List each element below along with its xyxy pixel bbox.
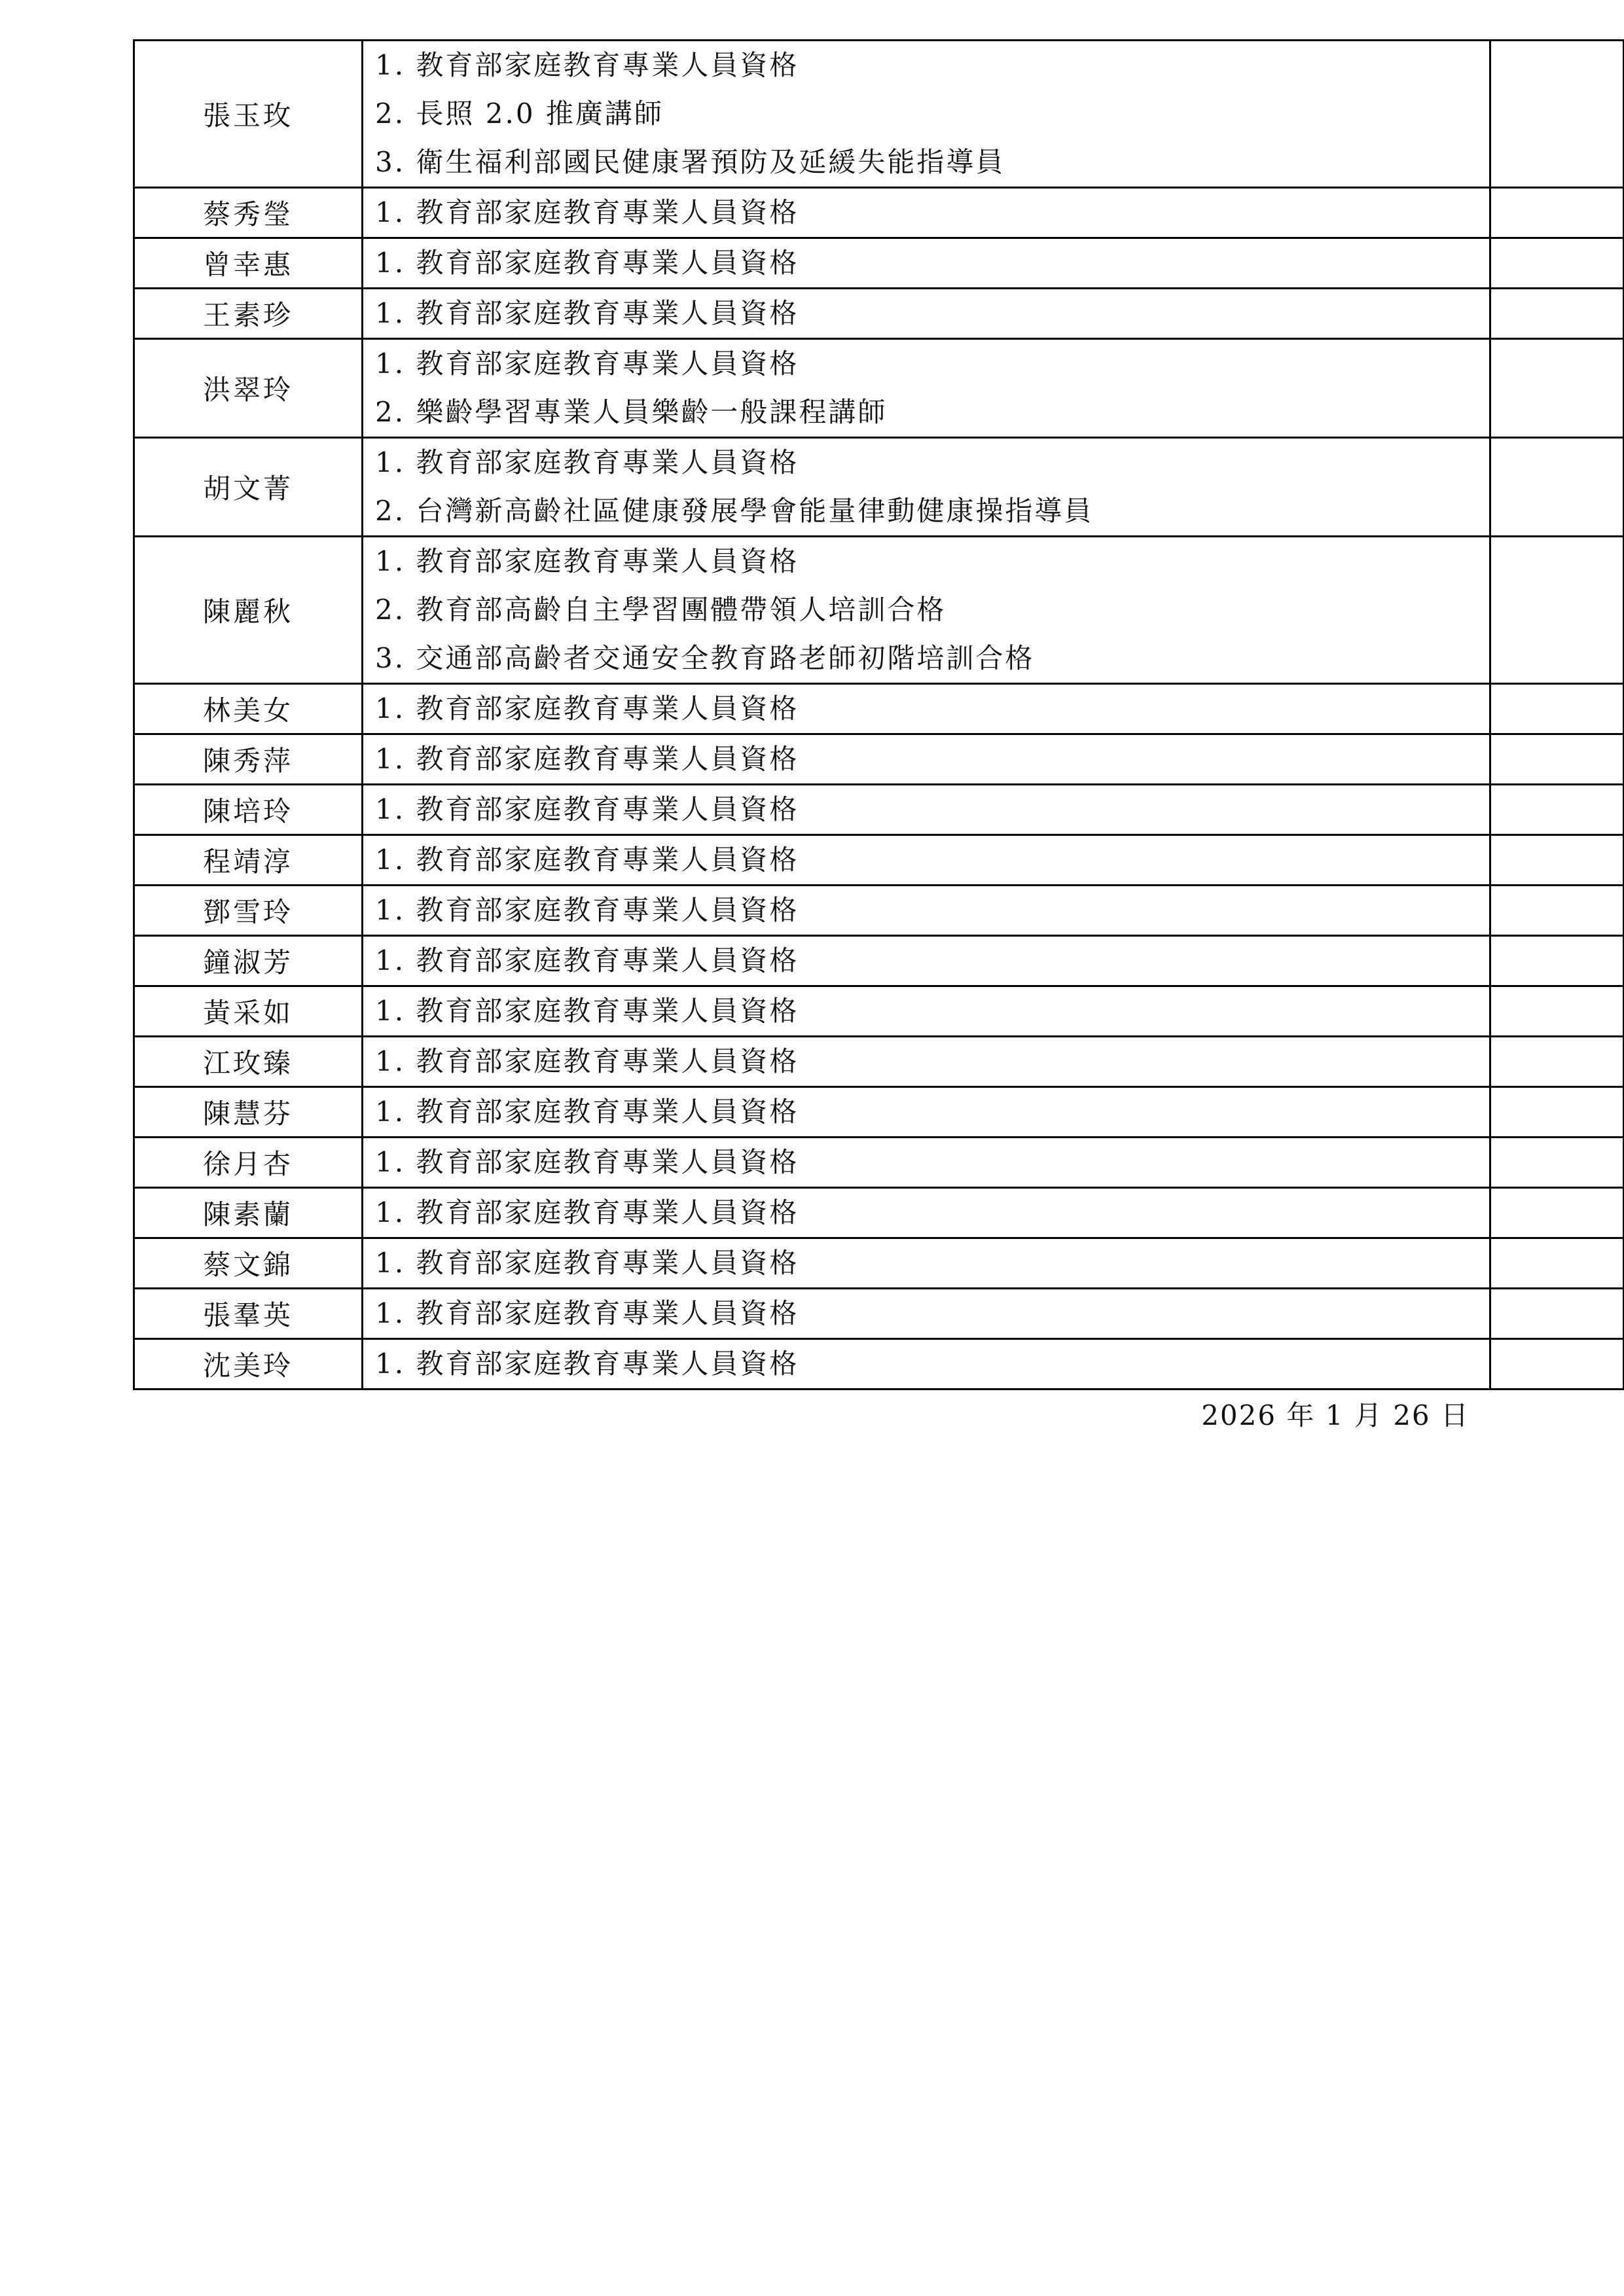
remarks-cell bbox=[1490, 835, 1624, 886]
person-name: 陳培玲 bbox=[134, 785, 363, 835]
table-row bbox=[134, 1339, 1624, 1390]
person-name: 沈美玲 bbox=[134, 1339, 363, 1390]
qualification-cell bbox=[363, 785, 1490, 835]
remarks-cell bbox=[1490, 188, 1624, 238]
person-name: 張玉玫 bbox=[134, 41, 363, 188]
remarks-cell bbox=[1490, 537, 1624, 684]
qualification-item: 2. 教育部高齡自主學習團體帶領人培訓合格 bbox=[375, 594, 947, 626]
remarks-cell bbox=[1490, 438, 1624, 537]
qualification-cell bbox=[363, 1188, 1490, 1238]
table-row bbox=[134, 1188, 1624, 1238]
remarks-cell bbox=[1490, 41, 1624, 188]
table-row bbox=[134, 1037, 1624, 1087]
person-name: 程靖淳 bbox=[134, 835, 363, 886]
qualification-item: 1. 教育部家庭教育專業人員資格 bbox=[375, 894, 799, 926]
remarks-cell bbox=[1490, 734, 1624, 785]
person-name: 王素珍 bbox=[134, 289, 363, 339]
qualification-item: 3. 交通部高齡者交通安全教育路老師初階培訓合格 bbox=[375, 642, 1035, 674]
person-name: 江玫臻 bbox=[134, 1037, 363, 1087]
remarks-cell bbox=[1490, 1238, 1624, 1289]
qualification-table-body bbox=[134, 41, 1624, 1390]
remarks-cell bbox=[1490, 1289, 1624, 1339]
qualification-cell bbox=[363, 1339, 1490, 1390]
qualification-item: 1. 教育部家庭教育專業人員資格 bbox=[375, 743, 799, 775]
person-name: 黃采如 bbox=[134, 986, 363, 1037]
qualification-cell bbox=[363, 438, 1490, 537]
remarks-cell bbox=[1490, 785, 1624, 835]
qualification-item: 1. 教育部家庭教育專業人員資格 bbox=[375, 348, 799, 380]
qualification-cell bbox=[363, 835, 1490, 886]
qualification-table bbox=[133, 39, 1624, 1390]
table-row bbox=[134, 785, 1624, 835]
person-name: 徐月杏 bbox=[134, 1138, 363, 1188]
table-row bbox=[134, 734, 1624, 785]
qualification-item: 1. 教育部家庭教育專業人員資格 bbox=[375, 247, 799, 279]
qualification-item: 1. 教育部家庭教育專業人員資格 bbox=[375, 1096, 799, 1128]
remarks-cell bbox=[1490, 1339, 1624, 1390]
qualification-cell bbox=[363, 1238, 1490, 1289]
qualification-item: 1. 教育部家庭教育專業人員資格 bbox=[375, 944, 799, 977]
table-row bbox=[134, 41, 1624, 188]
table-row bbox=[134, 886, 1624, 936]
person-name: 陳秀萍 bbox=[134, 734, 363, 785]
table-row bbox=[134, 339, 1624, 438]
qualification-cell bbox=[363, 537, 1490, 684]
qualification-cell bbox=[363, 1037, 1490, 1087]
qualification-item: 1. 教育部家庭教育專業人員資格 bbox=[375, 49, 799, 81]
qualification-cell bbox=[363, 986, 1490, 1037]
qualification-cell bbox=[363, 936, 1490, 986]
remarks-cell bbox=[1490, 1188, 1624, 1238]
qualification-cell bbox=[363, 289, 1490, 339]
table-row bbox=[134, 936, 1624, 986]
table-row bbox=[134, 986, 1624, 1037]
qualification-cell bbox=[363, 734, 1490, 785]
remarks-cell bbox=[1490, 238, 1624, 289]
qualification-item: 1. 教育部家庭教育專業人員資格 bbox=[375, 692, 799, 725]
qualification-cell bbox=[363, 1289, 1490, 1339]
person-name: 蔡文錦 bbox=[134, 1238, 363, 1289]
table-row bbox=[134, 1238, 1624, 1289]
qualification-item: 2. 長照 2.0 推廣講師 bbox=[375, 98, 664, 130]
qualification-item: 1. 教育部家庭教育專業人員資格 bbox=[375, 196, 799, 228]
qualification-item: 1. 教育部家庭教育專業人員資格 bbox=[375, 995, 799, 1027]
remarks-cell bbox=[1490, 1138, 1624, 1188]
qualification-item: 1. 教育部家庭教育專業人員資格 bbox=[375, 1348, 799, 1380]
table-row bbox=[134, 1138, 1624, 1188]
table-row bbox=[134, 238, 1624, 289]
person-name: 陳素蘭 bbox=[134, 1188, 363, 1238]
person-name: 胡文菁 bbox=[134, 438, 363, 537]
document-date: 2026 年 1 月 26 日 bbox=[1201, 1399, 1470, 1431]
person-name: 陳麗秋 bbox=[134, 537, 363, 684]
person-name: 蔡秀瑩 bbox=[134, 188, 363, 238]
qualification-item: 3. 衛生福利部國民健康署預防及延緩失能指導員 bbox=[375, 146, 1005, 178]
table-row bbox=[134, 684, 1624, 734]
remarks-cell bbox=[1490, 936, 1624, 986]
table-row bbox=[134, 537, 1624, 684]
remarks-cell bbox=[1490, 886, 1624, 936]
qualification-cell bbox=[363, 188, 1490, 238]
qualification-item: 2. 樂齡學習專業人員樂齡一般課程講師 bbox=[375, 396, 888, 428]
table-row bbox=[134, 1087, 1624, 1138]
person-name: 張羣英 bbox=[134, 1289, 363, 1339]
qualification-cell bbox=[363, 41, 1490, 188]
qualification-cell bbox=[363, 238, 1490, 289]
person-name: 林美女 bbox=[134, 684, 363, 734]
qualification-cell bbox=[363, 886, 1490, 936]
qualification-item: 1. 教育部家庭教育專業人員資格 bbox=[375, 1196, 799, 1229]
qualification-cell bbox=[363, 1138, 1490, 1188]
person-name: 洪翠玲 bbox=[134, 339, 363, 438]
qualification-item: 1. 教育部家庭教育專業人員資格 bbox=[375, 793, 799, 825]
remarks-cell bbox=[1490, 986, 1624, 1037]
qualification-cell bbox=[363, 684, 1490, 734]
table-row bbox=[134, 835, 1624, 886]
person-name: 鐘淑芳 bbox=[134, 936, 363, 986]
remarks-cell bbox=[1490, 1037, 1624, 1087]
remarks-cell bbox=[1490, 1087, 1624, 1138]
qualification-cell bbox=[363, 1087, 1490, 1138]
qualification-item: 1. 教育部家庭教育專業人員資格 bbox=[375, 1247, 799, 1279]
qualification-item: 2. 台灣新高齡社區健康發展學會能量律動健康操指導員 bbox=[375, 495, 1094, 527]
person-name: 曾幸惠 bbox=[134, 238, 363, 289]
qualification-item: 1. 教育部家庭教育專業人員資格 bbox=[375, 1297, 799, 1329]
table-row bbox=[134, 438, 1624, 537]
qualification-item: 1. 教育部家庭教育專業人員資格 bbox=[375, 1146, 799, 1178]
qualification-item: 1. 教育部家庭教育專業人員資格 bbox=[375, 844, 799, 876]
qualification-item: 1. 教育部家庭教育專業人員資格 bbox=[375, 1045, 799, 1077]
remarks-cell bbox=[1490, 339, 1624, 438]
remarks-cell bbox=[1490, 289, 1624, 339]
table-row bbox=[134, 188, 1624, 238]
table-row bbox=[134, 289, 1624, 339]
person-name: 鄧雪玲 bbox=[134, 886, 363, 936]
remarks-cell bbox=[1490, 684, 1624, 734]
qualification-cell bbox=[363, 339, 1490, 438]
qualification-item: 1. 教育部家庭教育專業人員資格 bbox=[375, 297, 799, 329]
qualification-item: 1. 教育部家庭教育專業人員資格 bbox=[375, 545, 799, 577]
qualification-item: 1. 教育部家庭教育專業人員資格 bbox=[375, 446, 799, 478]
person-name: 陳慧芬 bbox=[134, 1087, 363, 1138]
table-row bbox=[134, 1289, 1624, 1339]
